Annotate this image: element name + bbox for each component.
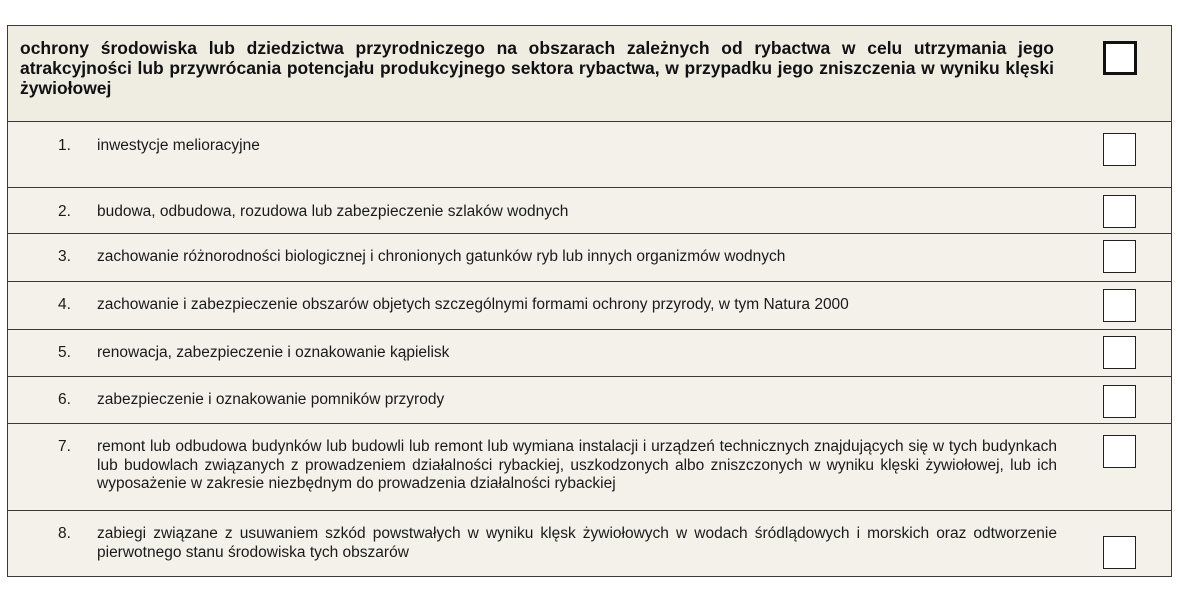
- item-number: 3.: [58, 248, 71, 265]
- item-label: remont lub odbudowa budynków lub budowli lub remont lub wymiana instalacji i urządzeń technicznych znajdujących się w tych budynkach lub budowlach związanych z prowadzeniem działalności rybackiej, uszkodzonych albo zniszczonych w wyniku klęski żywiołowej, lub ich wyposażenie w zakresie niezbędnym do prowadzenia działalności rybackiej: [97, 438, 1057, 492]
- item-row-4: [8, 281, 1171, 329]
- item-checkbox-3[interactable]: [1103, 240, 1136, 273]
- item-checkbox-7[interactable]: [1103, 435, 1136, 468]
- item-checkbox-2[interactable]: [1103, 195, 1136, 228]
- item-number: 1.: [58, 137, 71, 154]
- item-row-6: [8, 376, 1171, 423]
- item-checkbox-6[interactable]: [1103, 385, 1136, 418]
- item-number: 6.: [58, 391, 71, 408]
- item-label: zachowanie i zabezpieczenie obszarów objetych szczególnymi formami ochrony przyrody, w tym Natura 2000: [97, 296, 849, 313]
- item-row-5: [8, 329, 1171, 376]
- item-label: budowa, odbudowa, rozudowa lub zabezpieczenie szlaków wodnych: [97, 203, 569, 220]
- item-label: zabiegi związane z usuwaniem szkód powstwałych w wyniku klęsk żywiołowych w wodach śródlądowych i morskich oraz odtworzenie pierwotnego stanu środowiska tych obszarów: [97, 525, 1057, 561]
- item-row-1: [8, 121, 1171, 187]
- header-text: ochrony środowiska lub dziedzictwa przyrodniczego na obszarach zależnych od rybactwa w celu utrzymania jego atrakcyjności lub przywrócania potencjału produkcyjnego sektora rybactwa, w przypadku jego zniszczenia w wyniku klęski żywiołowej: [20, 38, 1054, 98]
- item-checkbox-4[interactable]: [1103, 289, 1136, 322]
- item-label: renowacja, zabezpieczenie i oznakowanie kąpielisk: [97, 344, 450, 361]
- item-checkbox-5[interactable]: [1103, 336, 1136, 369]
- item-number: 5.: [58, 344, 71, 361]
- item-label: inwestycje melioracyjne: [97, 137, 260, 154]
- item-number: 4.: [58, 296, 71, 313]
- header-row: [8, 26, 1171, 121]
- item-label: zabezpieczenie i oznakowanie pomników przyrody: [97, 391, 445, 408]
- item-label: zachowanie różnorodności biologicznej i chronionych gatunków ryb lub innych organizmów wodnych: [97, 248, 786, 265]
- item-row-8: [8, 510, 1171, 576]
- item-checkbox-1[interactable]: [1103, 133, 1136, 166]
- form-table: [7, 25, 1172, 577]
- item-row-3: [8, 233, 1171, 281]
- item-row-2: [8, 187, 1171, 233]
- item-number: 8.: [58, 525, 71, 542]
- header-checkbox[interactable]: [1103, 41, 1137, 75]
- item-checkbox-8[interactable]: [1103, 536, 1136, 569]
- item-number: 2.: [58, 203, 71, 220]
- item-number: 7.: [58, 438, 71, 455]
- item-row-7: [8, 423, 1171, 510]
